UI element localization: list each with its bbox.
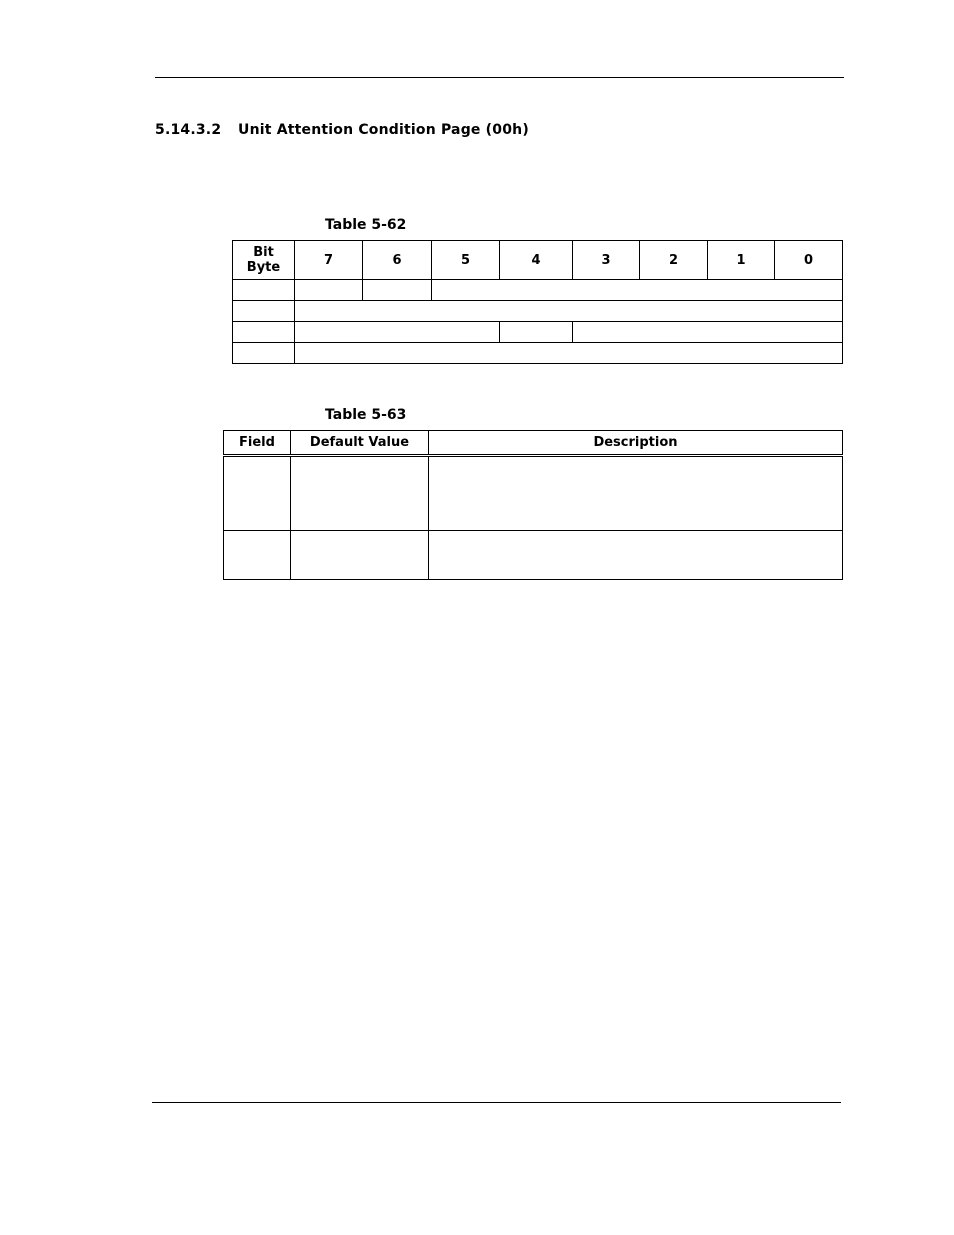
field-cell (295, 343, 843, 364)
field-description-table (223, 430, 843, 580)
table-header-row (224, 431, 843, 456)
byte-cell (233, 301, 295, 322)
field-cell (295, 280, 363, 301)
table-row (224, 456, 843, 531)
default-value-cell (291, 456, 429, 531)
bit-2-header: 2 (640, 241, 708, 280)
bit-4-header: 4 (500, 241, 573, 280)
field-cell (295, 301, 843, 322)
byte-cell (233, 343, 295, 364)
table-row (224, 531, 843, 580)
field-cell (573, 322, 843, 343)
section-heading (155, 122, 529, 138)
column-header-description: Description (429, 431, 843, 456)
section-title: Unit Attention Condition Page (00h) (238, 122, 529, 138)
byte-label: Byte (246, 260, 281, 275)
bit-label: Bit (253, 245, 274, 260)
mode-page-format-table (232, 240, 843, 364)
bit-byte-header-cell (233, 241, 295, 280)
field-cell (500, 322, 573, 343)
byte-cell (233, 280, 295, 301)
table-row (233, 280, 843, 301)
bit-0-header: 0 (775, 241, 843, 280)
description-cell (429, 456, 843, 531)
bit-5-header: 5 (432, 241, 500, 280)
section-number: 5.14.3.2 (155, 122, 222, 138)
bit-3-header: 3 (573, 241, 640, 280)
table-row (233, 322, 843, 343)
bit-7-header: 7 (295, 241, 363, 280)
description-cell (429, 531, 843, 580)
header-rule (155, 77, 844, 78)
field-cell (224, 531, 291, 580)
field-cell (363, 280, 432, 301)
table-caption-5-62: Table 5-62 (325, 217, 407, 233)
table-row (233, 301, 843, 322)
table-caption-5-63: Table 5-63 (325, 407, 407, 423)
bit-1-header: 1 (708, 241, 775, 280)
footer-rule (152, 1102, 841, 1103)
byte-cell (233, 322, 295, 343)
default-value-cell (291, 531, 429, 580)
field-cell (224, 456, 291, 531)
bit-header-row (233, 241, 843, 280)
bit-6-header: 6 (363, 241, 432, 280)
column-header-default-value: Default Value (291, 431, 429, 456)
field-cell (432, 280, 843, 301)
column-header-field: Field (224, 431, 291, 456)
field-cell (295, 322, 500, 343)
table-row (233, 343, 843, 364)
